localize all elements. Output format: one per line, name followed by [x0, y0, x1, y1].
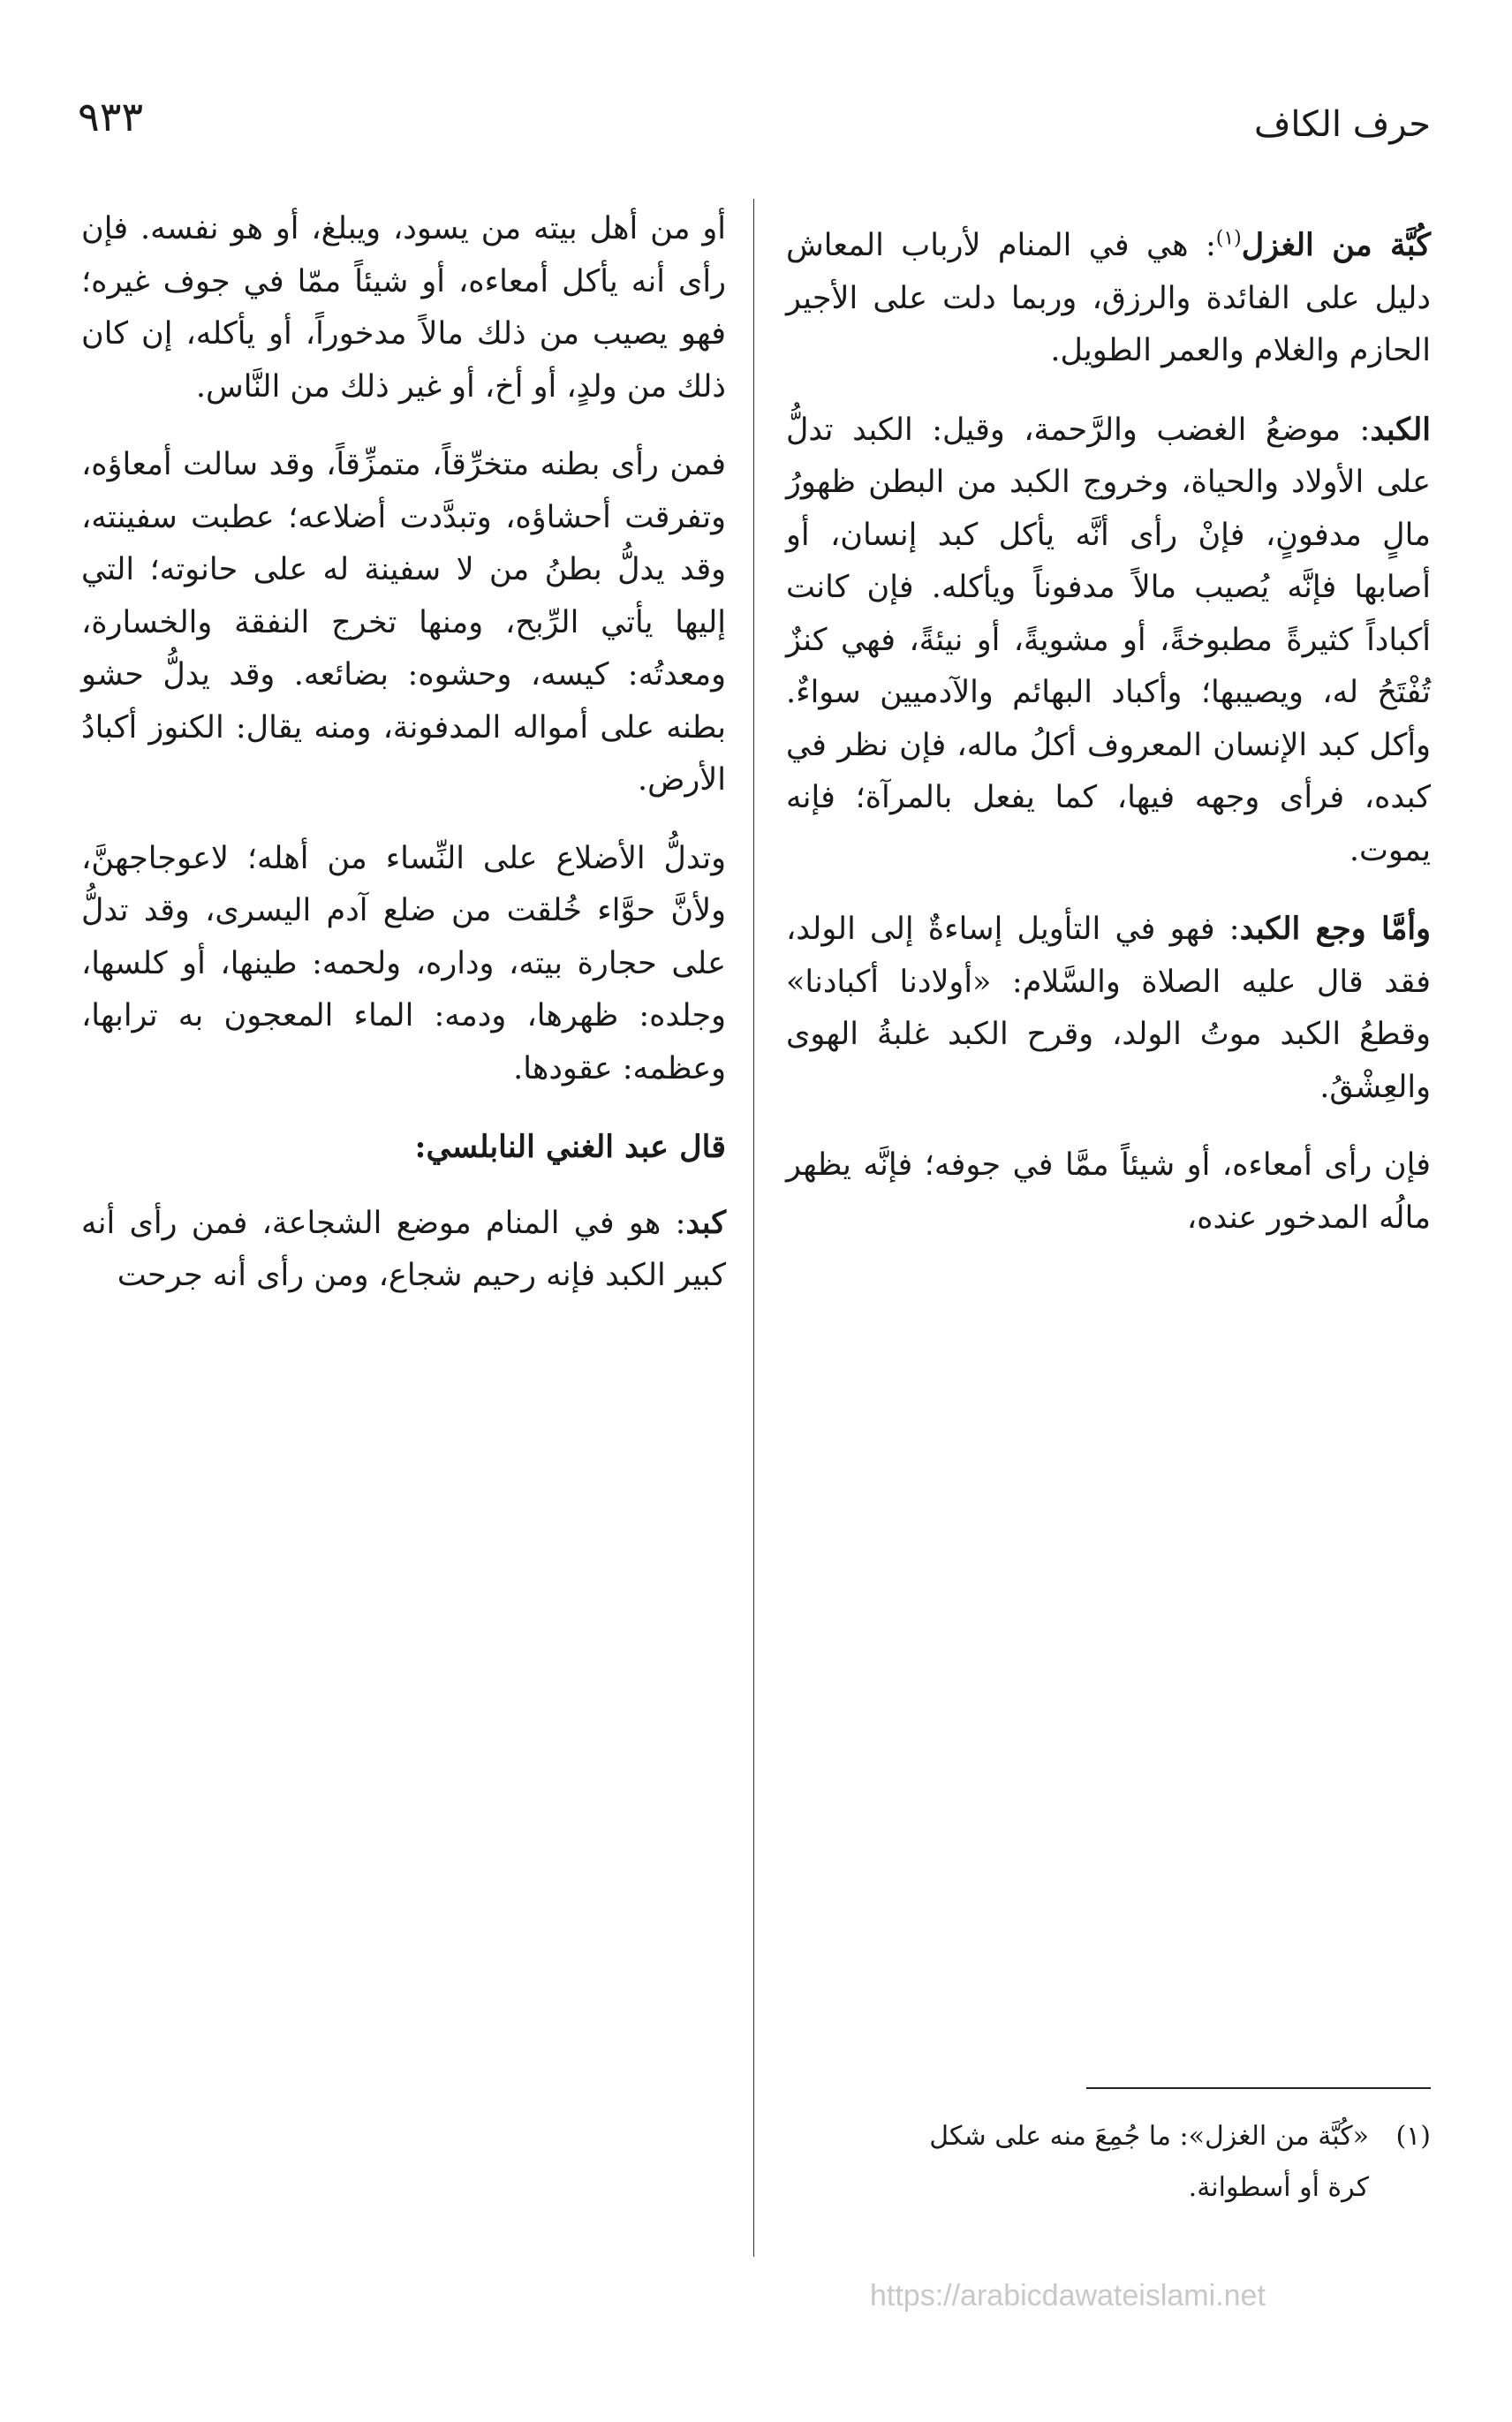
entry-term: الكبد [1370, 411, 1431, 448]
body-paragraph: أو من أهل بيته من يسود، ويبلغ، أو هو نفسه. فإن رأى أنه يأكل أمعاءه، أو شيئاً ممّا في جوف غيره؛ فهو يصيب من ذلك مالاً مدخوراً، أو يأكله، إن كان ذلك من ولدٍ، أو أخ، أو غير ذلك من النَّاس. [81, 211, 726, 405]
footnote-text: كرة أو أسطوانة. [1188, 2172, 1369, 2203]
left-column [81, 203, 726, 1303]
entry-paragraph [786, 404, 1431, 878]
entry-term: وأمَّا وجع الكبد [1239, 911, 1431, 947]
entry-term: كُبَّة من الغزل [1241, 227, 1431, 263]
body-paragraph: وتدلُّ الأضلاع على النِّساء من أهله؛ لاعوجاجهنَّ، ولأنَّ حوَّاء خُلقت من ضلع آدم اليسرى، وقد تدلُّ على حجارة بيته، وداره، ولحمه: طينها، أو كلسها، وجلده: ظهرها، ودمه: الماء المعجون به ترابها، وعظمه: عقودها. [81, 840, 726, 1086]
entry-text: : هي في المنام لأرباب المعاش دليل على الفائدة والرزق، وربما دلت على الأجير الحازم والغلام والعمر الطويل. [786, 228, 1431, 368]
entry-term: كبد [685, 1204, 726, 1241]
entry-text: : فهو في التأويل إساءةٌ إلى الولد، فقد قال عليه الصلاة والسَّلام: «أولادنا أكبادنا» وقطعُ الكبد موتُ الولد، وقرح الكبد غلبةُ الهوى والعِشْقُ. [786, 912, 1431, 1105]
chapter-title: حرف الكاف [1253, 104, 1431, 145]
entry-paragraph [786, 903, 1431, 1114]
entry-paragraph [786, 219, 1431, 378]
body-paragraph: فمن رأى بطنه متخرِّقاً، متمزِّقاً، وقد سالت أمعاؤه، وتفرقت أحشاؤه، وتبدَّدت أضلاعه؛ عطبت سفينته، وقد يدلُّ بطنُ من لا سفينة له على حانوته؛ التي إليها يأتي الرِّبح، ومنها تخرج النفقة والخسارة، ومعدتُه: كيسه، وحشوه: بضائعه. وقد يدلُّ حشو بطنه على أمواله المدفونة، ومنه يقال: الكنوز أكبادُ الأرض. [81, 447, 726, 798]
footnote-ref: (١) [1215, 227, 1242, 250]
entry-text: : موضعُ الغضب والرَّحمة، وقيل: الكبد تدلُّ على الأولاد والحياة، وخروج الكبد من البطن ظهورُ مالٍ مدفونٍ، فإنْ رأى أنَّه يأكل كبد إنسان، أو أصابها فإنَّه يُصيب مالاً مدفوناً ويأكله. فإن كانت أكباداً كثيرةً مطبوخةً، أو مشويةً، أو نيئةً، فهي كنزٌ تُفْتَحُ له، ويصيبها؛ وأكباد البهائم والآدميين سواءٌ. وأكل كبد الإنسان المعروف أكلُ ماله، فإن نظر في كبده، فرأى وجهه فيها، كما يفعل بالمرآة؛ فإنه يموت. [786, 412, 1431, 868]
watermark-url: https://arabicdawateislami.net [870, 2279, 1266, 2312]
footnote-text: «كُبَّة من الغزل»: ما جُمِعَ منه على شكل [929, 2121, 1369, 2152]
section-subheading: قال عبد الغني النابلسي: [414, 1129, 726, 1165]
footnote-line [786, 2111, 1431, 2162]
footnote-separator [1086, 2087, 1431, 2089]
page-number: ٩٣٣ [78, 93, 144, 140]
right-column [786, 219, 1431, 1245]
footnote-number: (١) [1395, 2121, 1431, 2152]
column-divider [753, 199, 754, 2257]
entry-text: : هو في المنام موضع الشجاعة، فمن رأى أنه كبير الكبد فإنه رحيم شجاع، ومن رأى أنه جرحت [81, 1205, 726, 1293]
footnote [786, 2111, 1431, 2214]
entry-paragraph [81, 1197, 726, 1303]
entry-paragraph: فإن رأى أمعاءه، أو شيئاً ممَّا في جوفه؛ فإنَّه يظهر مالُه المدخور عنده، [786, 1147, 1431, 1236]
